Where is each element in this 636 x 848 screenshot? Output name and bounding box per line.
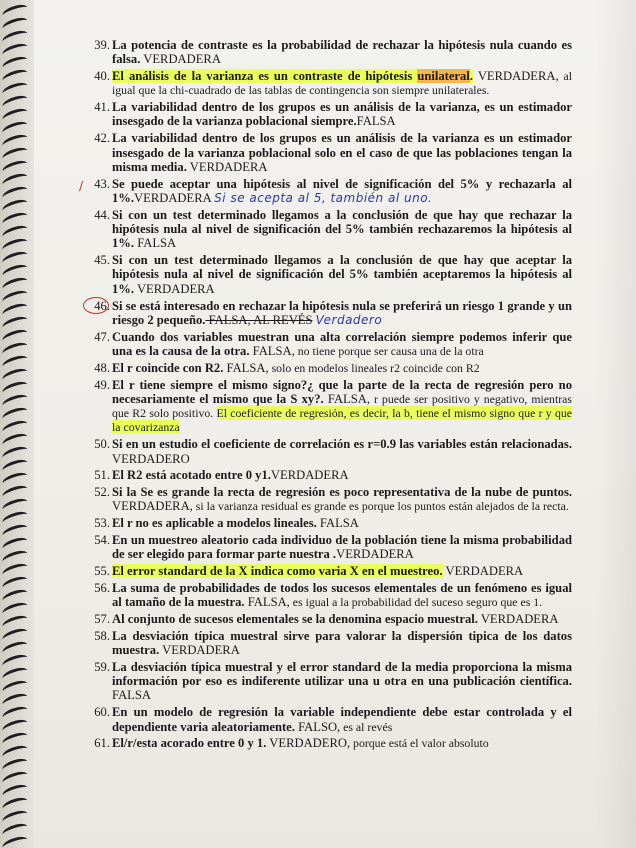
question-43 — [79, 176, 572, 206]
question-number: 42. — [94, 131, 110, 146]
explanation: solo en modelos lineales r2 coincide con R2 — [268, 360, 480, 375]
question-number: 52. — [94, 485, 110, 500]
question-41 — [94, 100, 572, 129]
question-54 — [94, 533, 572, 562]
question-60 — [94, 705, 572, 734]
question-number: 58. — [94, 628, 110, 643]
question-text-emphasis: unilateral — [417, 69, 470, 84]
question-text: El R2 está acotado entre 0 y1. — [112, 468, 271, 483]
question-text: La desviación típica muestral sirve para valorar la dispersión tipica de los datos muestra. — [112, 628, 572, 658]
question-number: 56. — [94, 580, 110, 595]
answer: FALSA — [356, 114, 396, 129]
explanation: si la varianza residual es grande es porque los puntos están alejados de la recta. — [192, 499, 569, 514]
question-48 — [94, 360, 572, 375]
question-number: 59. — [94, 659, 110, 674]
explanation: es igual a la probabilidad del suceso seguro que es 1. — [289, 595, 543, 610]
explanation: es al revés — [340, 719, 393, 734]
question-text: El error standard de la X indica como varia X en el muestreo. — [112, 564, 443, 579]
question-number: 53. — [94, 516, 110, 531]
answer: FALSA, — [223, 360, 269, 375]
question-text: La variabilidad dentro de los grupos es un análisis de la varianza es un estimador insesgado de la varianza poblacional solo en el caso de que las poblaciones tengan la misma media. — [112, 131, 572, 174]
question-number: 45. — [94, 253, 110, 268]
question-61 — [94, 736, 572, 751]
answer-crossed-out: FALSA, AL REVÉS — [205, 312, 313, 327]
question-number: 48. — [94, 360, 110, 375]
question-56 — [94, 580, 572, 610]
answer: VERDADERA — [442, 564, 524, 579]
pen-mark-icon: / — [79, 178, 84, 193]
answer: FALSA, — [323, 391, 370, 406]
question-text: La variabilidad dentro de los grupos es un análisis de la varianza, es un estimador insesgado de la varianza poblacional siempre. — [112, 100, 572, 129]
question-text: Al conjunto de sucesos elementales se la denomina espacio muestral. — [112, 611, 478, 626]
handwritten-correction: Verdadero — [315, 312, 383, 327]
question-55 — [94, 564, 572, 579]
question-text: Cuando dos variables muestran una alta correlación siempre podemos inferir que una es la causa de la otra. — [112, 329, 572, 358]
answer: VERDADERA — [140, 52, 221, 67]
spiral-binding — [0, 0, 34, 848]
question-52 — [94, 485, 572, 514]
question-text: La desviación típica muestral y el error standard de la media proporciona la misma información por eso es indiferente utilizar una u otra en una publicación científica. — [112, 659, 572, 689]
question-text: Si con un test determinado llegamos a la conclusión de que hay que rechazar la hipótesis nula al nivel de significación del 5% también rechazaremos la hipótesis al 1%. — [112, 207, 572, 251]
question-text: Si se está interesado en rechazar la hipótesis nula se preferirá un riesgo 1 grande y un riesgo 2 pequeño. — [112, 298, 572, 327]
question-number: 40. — [94, 69, 110, 84]
question-47 — [94, 329, 572, 359]
question-50 — [94, 437, 572, 466]
question-number: 51. — [94, 468, 110, 483]
question-45 — [94, 253, 572, 296]
answer: VERDADERA, — [477, 69, 559, 84]
question-text: El r no es aplicable a modelos lineales. — [112, 516, 317, 531]
answer: VERDADERO, — [266, 736, 351, 751]
question-57 — [94, 611, 572, 626]
question-text: El análisis de la varianza es un contraste de hipótesis — [112, 69, 418, 84]
explanation: porque está el valor absoluto — [350, 736, 489, 751]
answer: VERDADERA — [270, 468, 349, 483]
question-number: 39. — [94, 38, 110, 52]
question-40 — [94, 69, 573, 98]
question-text: El r tiene siempre el mismo signo?¿ que la parte de la recta de regresión pero no necesariamente el mismo que la S xy?. — [112, 377, 572, 406]
answer: FALSO, — [294, 719, 341, 734]
question-number: 55. — [94, 564, 110, 579]
answer: FALSA, — [244, 595, 290, 610]
question-59 — [94, 659, 572, 703]
question-text: El/r/esta acorado entre 0 y 1. — [112, 736, 267, 751]
answer: VERDADERA — [159, 643, 240, 658]
question-text: Si en un estudio el coeficiente de correlación es r=0.9 las variables están relacionadas. — [112, 437, 572, 452]
answer: VERDADERO — [112, 451, 190, 466]
question-46 — [94, 298, 572, 328]
question-text: La potencia de contraste es la probabilidad de rechazar la hipótesis nula cuando es falsa. — [112, 38, 572, 67]
question-number: 49. — [94, 377, 110, 392]
question-text: La suma de probabilidades de todos los sucesos elementales de un fenómeno es igual al tamaño de la muestra. — [112, 580, 572, 610]
question-49 — [94, 377, 572, 435]
question-number: 54. — [94, 533, 110, 547]
answer: VERDADERA, — [112, 499, 193, 514]
explanation: r puede ser positivo y negativo, mientras que R2 solo positivo. — [112, 391, 572, 421]
question-number: 43. — [94, 176, 110, 191]
question-44 — [94, 207, 572, 251]
question-number: 61. — [94, 736, 110, 751]
answer: VERDADERA — [186, 159, 268, 174]
answer: VERDADERA — [134, 281, 215, 296]
highlighted-explanation: El coeficiente de regresión, es decir, la b, tiene el mismo signo que r y que la covarizanza — [112, 406, 572, 435]
question-number: 60. — [94, 705, 110, 720]
question-number: 46. — [94, 298, 110, 313]
question-text: En un muestreo aleatorio cada individuo de la población tiene la misma probabilidad de ser elegido para formar parte nuestra . — [112, 533, 572, 562]
question-number: 41. — [94, 100, 110, 115]
answer: FALSA — [316, 516, 359, 531]
question-58 — [94, 628, 572, 658]
page-shadow — [596, 0, 636, 848]
question-51 — [94, 468, 572, 483]
explanation: al igual que la chi-cuadrado de las tablas de contingencia son siempre unilaterales. — [112, 69, 573, 98]
question-number: 47. — [94, 329, 110, 344]
question-text: Si la Se es grande la recta de regresión es poco representativa de la nube de puntos. — [112, 485, 572, 500]
question-53 — [94, 516, 572, 531]
question-number: 50. — [94, 437, 110, 452]
question-42 — [94, 131, 572, 174]
question-text-end: . — [469, 69, 473, 84]
question-number: 44. — [94, 207, 110, 222]
answer: FALSA — [112, 688, 151, 703]
question-text: Se puede aceptar una hipótesis al nivel de significación del 5% y rechazarla al 1%. — [112, 176, 572, 205]
question-list — [79, 38, 573, 753]
answer: VERDADERA — [134, 190, 212, 205]
answer: VERDADERA — [336, 547, 414, 562]
answer: VERDADERA — [477, 611, 559, 626]
question-number: 57. — [94, 611, 110, 626]
answer: FALSA, — [249, 343, 295, 358]
answer: FALSA — [134, 236, 177, 251]
question-text: Si con un test determinado llegamos a la conclusión de que hay que aceptar la hipótesis nula al nivel de significación del 5% también aceptaremos la hipótesis al 1%. — [112, 253, 572, 296]
explanation: no tiene porque ser causa una de la otra — [294, 343, 484, 358]
question-text: El r coincide con R2. — [112, 360, 224, 375]
question-text: En un modelo de regresión la variable independiente debe estar controlada y el dependiente varia aleatoriamente. — [112, 705, 572, 734]
question-39 — [94, 38, 572, 67]
handwritten-note: Si se acepta al 5, también al uno. — [214, 190, 433, 205]
